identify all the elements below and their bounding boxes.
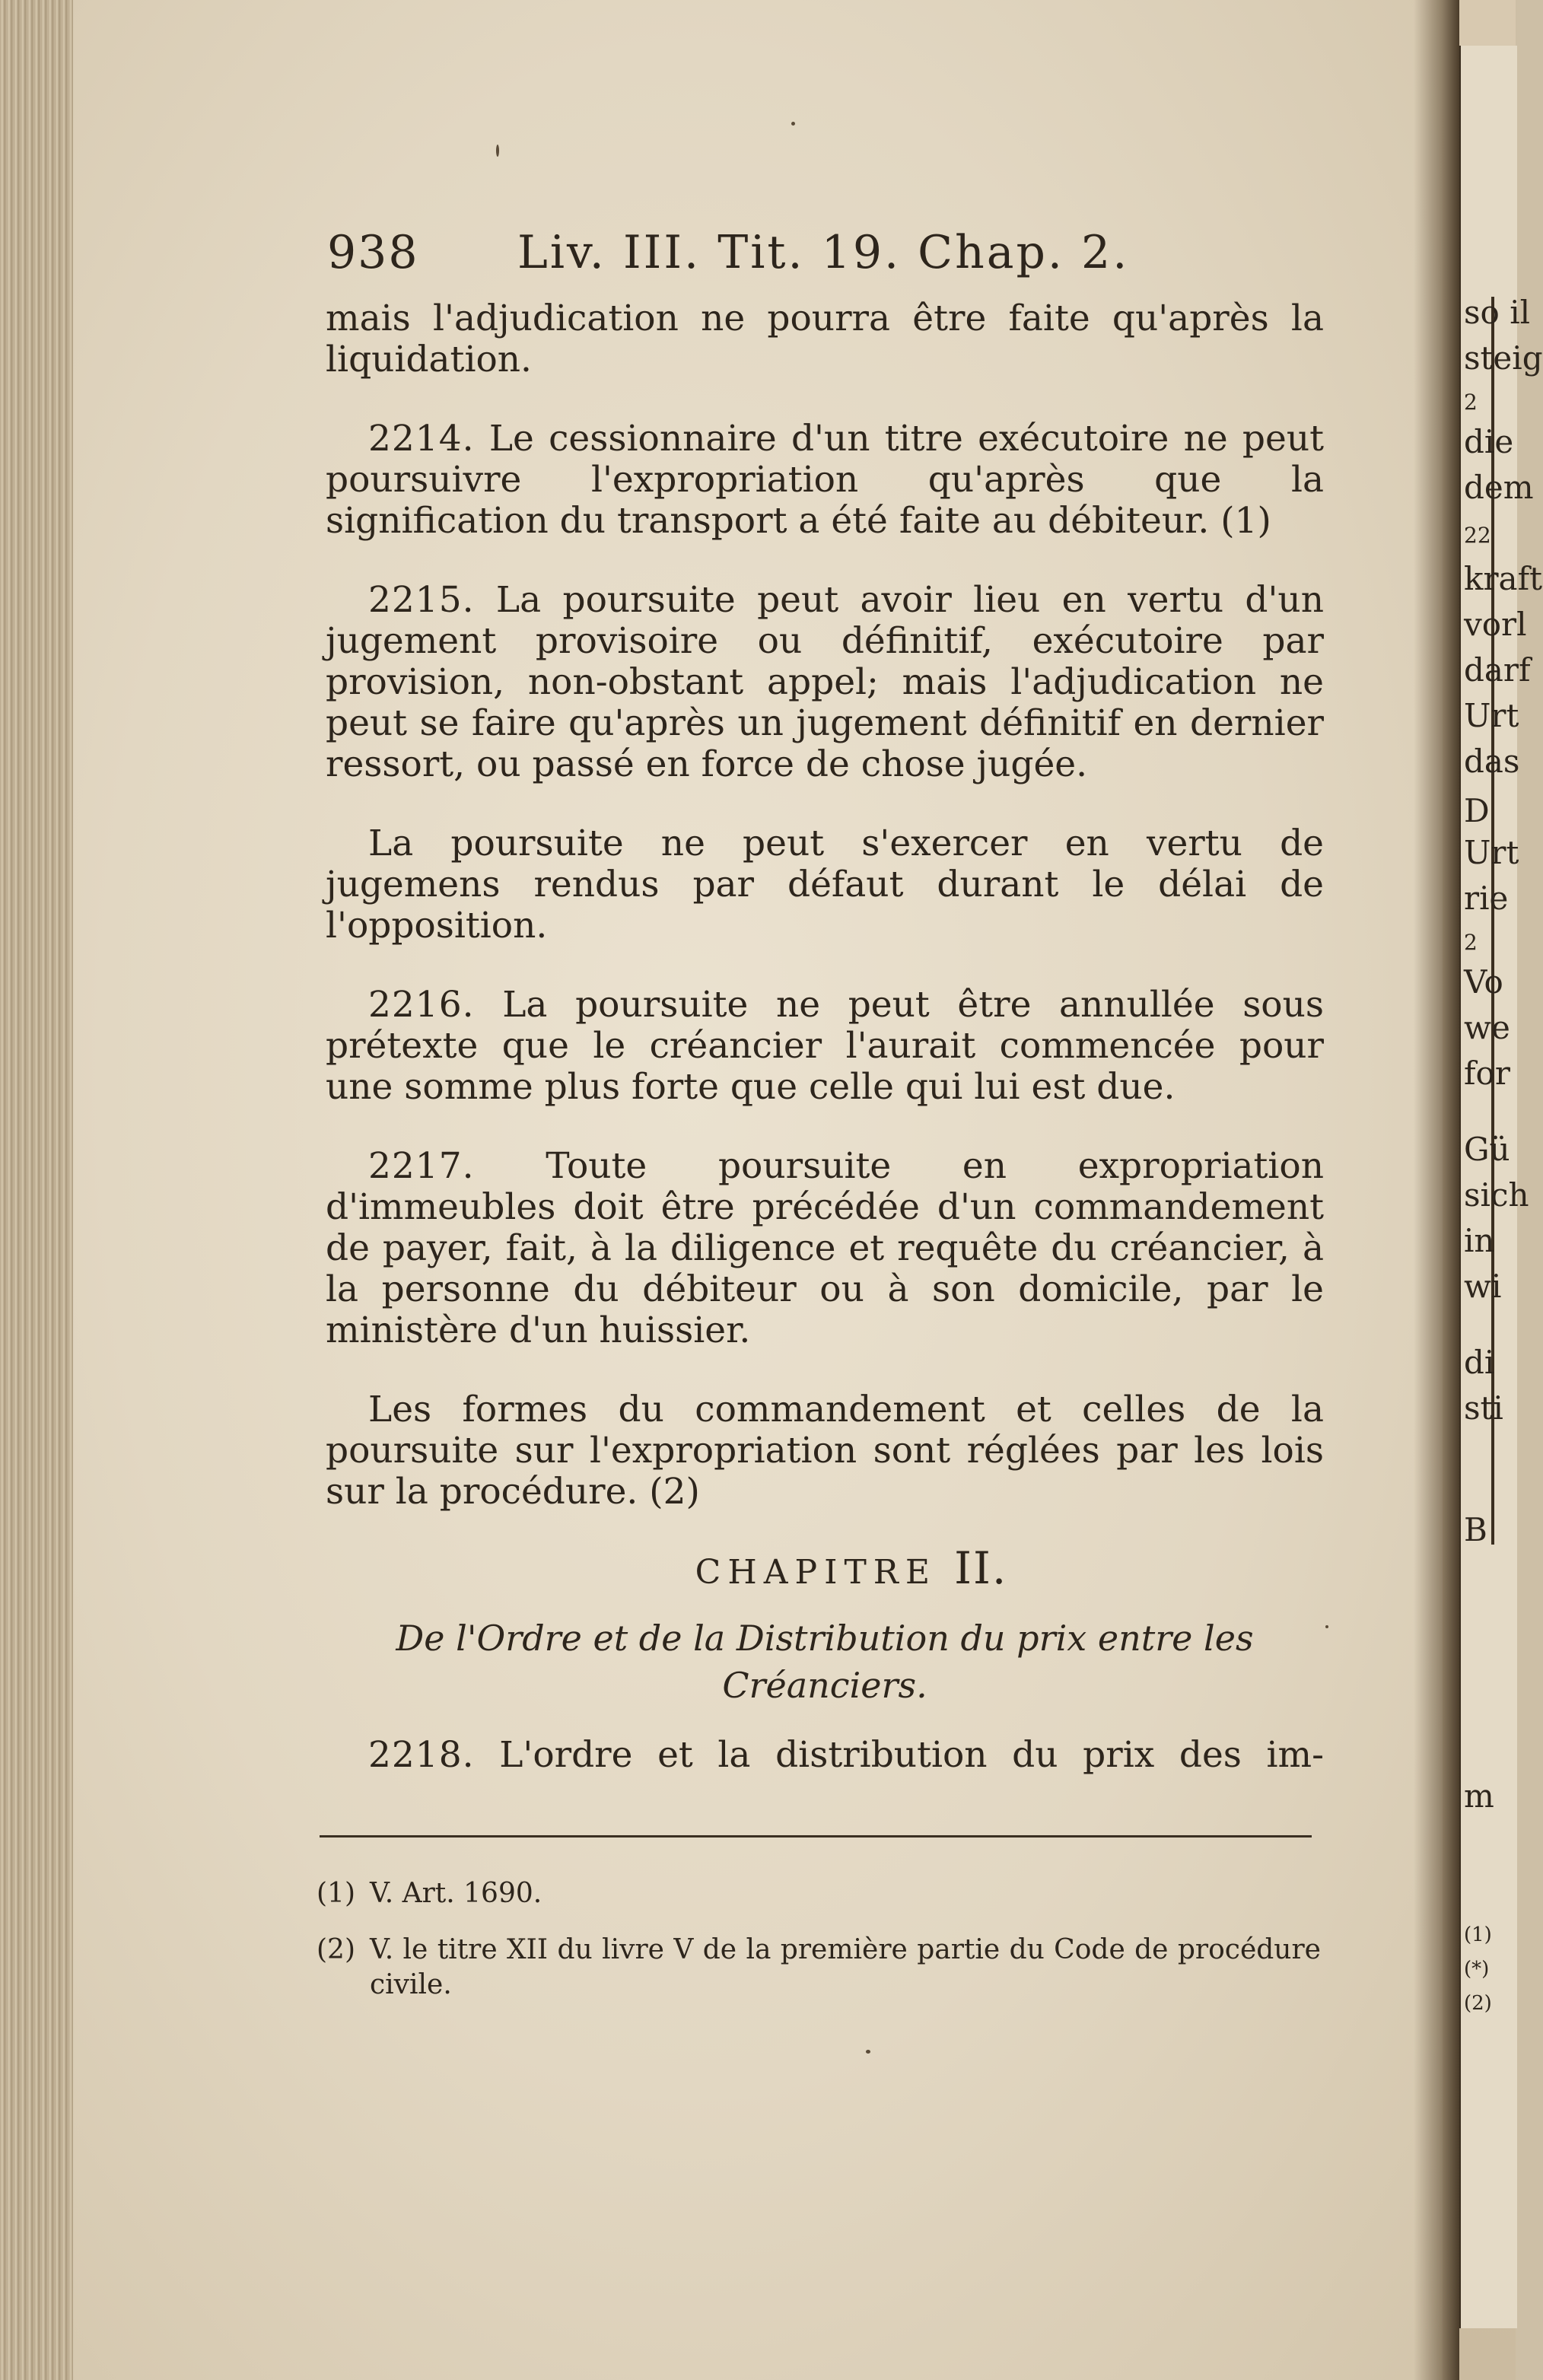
facing-fragment: wi [1464, 1268, 1502, 1305]
paragraph-text: mais l'adjudication ne pourra être faite qu'après la liquidation. [326, 298, 1324, 380]
facing-fragment: we [1464, 1009, 1510, 1046]
paragraph-text: La poursuite ne peut s'exercer en vertu de jugemens rendus par défaut durant le délai de l'opposition. [326, 822, 1324, 947]
footnote-text: V. le titre XII du livre V de la première partie du Code de procédure civile. [370, 1934, 1321, 2000]
footnote-1 [317, 1876, 1321, 1911]
paragraph-text: L'ordre et la distribution du prix des im- [499, 1734, 1324, 1776]
paragraph-text: La poursuite ne peut être annullée sous prétexte que le créancier l'aurait commencée pour une somme plus forte que celle qui lui est due. [326, 984, 1324, 1108]
running-title: Liv. III. Tit. 19. Chap. 2. [517, 226, 1130, 279]
chapter-numeral: II. [954, 1542, 1008, 1594]
paragraph-text: Le cessionnaire d'un titre exécutoire ne peut poursuivre l'expropriation qu'après que la signification du transport a été faite au débiteur. (1) [326, 418, 1324, 542]
facing-fragment: in [1464, 1222, 1495, 1259]
article-2217 [326, 1146, 1324, 1351]
facing-fragment: 2 [1464, 390, 1478, 415]
main-text [326, 298, 1324, 1814]
paragraph [326, 298, 1324, 380]
running-head [327, 222, 1156, 283]
speck [791, 122, 795, 126]
article-number: 2218. [368, 1734, 475, 1776]
page-number: 938 [327, 226, 419, 279]
facing-fragment: sich [1464, 1176, 1529, 1214]
article-number: 2215. [368, 579, 475, 621]
facing-fragment: Urt [1464, 834, 1519, 871]
paragraph-text: La poursuite peut avoir lieu en vertu d'un jugement provisoire ou définitif, exécutoire par provision, non-obstant appel; mais l'adjudication ne peut se faire qu'après un jugement définitif en dernier ressort, ou passé en force de chose jugée. [326, 579, 1324, 785]
speck [1325, 1625, 1328, 1628]
paragraph-text: Les formes du commandement et celles de la poursuite sur l'expropriation sont réglées par les lois sur la procédure. (2) [326, 1389, 1324, 1513]
footnote-mark: (1) [317, 1878, 355, 1909]
paragraph [326, 823, 1324, 947]
book-gutter [1414, 0, 1459, 2380]
facing-fragment: kraft [1464, 560, 1542, 597]
article-2218 [326, 1735, 1324, 1776]
page-edges [0, 0, 75, 2380]
footnote-text: V. Art. 1690. [370, 1878, 542, 1909]
facing-fragment: Gü [1464, 1131, 1510, 1168]
footnote-rule [320, 1835, 1312, 1838]
paragraph [326, 1389, 1324, 1513]
facing-fragment: darf [1464, 651, 1531, 689]
facing-fragment: Vo [1464, 963, 1503, 1001]
footnote-2 [317, 1933, 1321, 2003]
facing-fragment: 2 [1464, 930, 1478, 955]
facing-fragment: das [1464, 743, 1520, 780]
paragraph-text: Toute poursuite en expropriation d'immeubles doit être précédée d'un commandement de payer, fait, à la diligence et requête du créancier, à la personne du débiteur ou à son domicile, par le ministère d'un huissier. [326, 1145, 1324, 1351]
facing-fragment: m [1464, 1777, 1494, 1815]
facing-fragment: vorl [1464, 606, 1527, 643]
facing-fragment: B [1464, 1511, 1487, 1548]
facing-fragment: rie [1464, 880, 1509, 917]
article-2216 [326, 985, 1324, 1108]
article-2215 [326, 580, 1324, 785]
article-number: 2216. [368, 984, 475, 1026]
article-2214 [326, 418, 1324, 542]
facing-page-edge [1459, 46, 1543, 2328]
article-number: 2214. [368, 418, 475, 460]
chapter-label: CHAPITRE [695, 1553, 937, 1592]
speck [866, 2050, 870, 2054]
facing-fragment: sti [1464, 1389, 1503, 1427]
facing-fragment: die [1464, 423, 1514, 460]
facing-fragment: dem [1464, 469, 1534, 506]
chapter-heading [326, 1542, 1324, 1594]
speck [496, 145, 499, 157]
article-number: 2217. [368, 1145, 475, 1187]
facing-fragment: (2) [1464, 1992, 1492, 2015]
footnotes [317, 1876, 1321, 2024]
facing-fragment: 22 [1464, 523, 1491, 548]
chapter-subtitle: De l'Ordre et de la Distribution du prix entre les Créanciers. [396, 1618, 1254, 1706]
facing-fragment: D [1464, 792, 1490, 829]
facing-fragment: so il [1464, 294, 1531, 331]
footnote-mark: (2) [317, 1934, 355, 1965]
facing-fragment: (*) [1464, 1958, 1490, 1981]
facing-fragment: Urt [1464, 697, 1519, 734]
facing-fragment: (1) [1464, 1923, 1492, 1946]
facing-fragment: steig [1464, 339, 1543, 377]
facing-fragment: for [1464, 1055, 1510, 1092]
facing-fragment: di [1464, 1344, 1495, 1381]
